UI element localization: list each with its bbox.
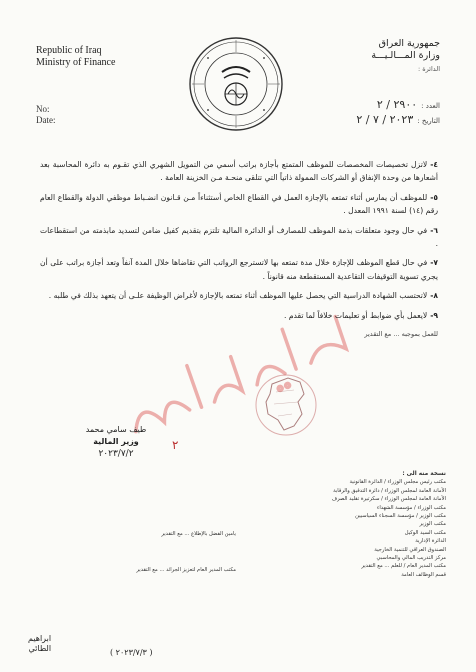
clause-7: ٧-في حال قطع الموظف للإجازة خلال مدة تمتعه بها لاتسترجع الرواتب التي تقاضاها خلال المدة آنفاً وتعد أجازة براتب على أن يجري تسوية التوقيفات التقاعدية المستقطعة منه قانوناً .: [40, 258, 438, 281]
country-name-en: Republic of Iraq: [36, 45, 102, 56]
ministry-name-ar: وزارة المـــالـيـــة: [371, 50, 440, 61]
number-label-en: No:: [36, 104, 50, 114]
number-label-ar: العدد :: [421, 102, 440, 110]
distribution-item: مركز التدريب المالي والمحاسبي: [376, 555, 446, 562]
minister-title: وزير المالية: [93, 437, 139, 446]
reference-block-en: [36, 104, 56, 126]
distribution-heading: نسخة منه الى :: [402, 471, 446, 477]
department-label: الدائرة :: [417, 65, 440, 73]
distribution-item: الصندوق العراقي للتنمية الخارجية: [374, 546, 446, 553]
letterhead-arabic: [371, 38, 440, 75]
distribution-item: مكتب المدير العام / للعلم ... مع التقدير: [361, 563, 446, 570]
preparer-name: [28, 634, 51, 654]
clause-6: ٦-في حال وجود متعلقات بذمة الموظف للمصارف أو الدائرة المالية تلتزم بتقديم كفيل ضامن لتسديد مابذمته من استقطاعات .: [40, 225, 438, 249]
distribution-item: مكتب الوزير: [419, 521, 446, 528]
side-note: مكتب المدير العام لتعزيز الجرائد ... مع التقدير: [136, 567, 236, 573]
preparer-first-name: ابراهيم: [28, 634, 52, 643]
distribution-item: مكتب رئيس مجلس الوزراء / الدائرة القانونية: [349, 479, 446, 486]
date-label-ar: التاريخ :: [417, 117, 440, 125]
distribution-item: مكتب الوزراء / مؤسسة الشهداء: [376, 504, 446, 511]
document-date: ٢٠٢٣ / ٧ / ٢: [356, 113, 414, 126]
ministry-name-en: Ministry of Finance: [36, 57, 116, 68]
signature-flourish: ٢: [172, 438, 179, 452]
reference-block-ar: [356, 98, 440, 128]
distribution-item: مكتب السيد الوكيل: [404, 529, 446, 536]
distribution-item: مكتب الوزير / مؤسسة السجناء السياسيين: [355, 513, 446, 520]
closing-note: للعمل بموجبه ... مع التقدير: [364, 330, 438, 339]
signature-date: ٢٠٢٣/٧/٢: [98, 449, 134, 459]
ministry-seal-icon: [188, 36, 284, 132]
document-number: ٢٩٠٠ / ٢: [376, 98, 418, 111]
clause-9: ٩-لايعمل بأي ضوابط أو تعليمات خلافاً لما تقدم .: [284, 310, 438, 320]
preparer-last-name: الطائي: [28, 644, 52, 653]
country-name-ar: جمهورية العراق: [378, 38, 440, 49]
minister-name: طيف سامي محمد: [85, 425, 147, 434]
distribution-side-notes: [96, 516, 236, 588]
letterhead-english: [36, 45, 115, 69]
clause-4: ٤-لاتزل تخصيصات المخصصات للموظف المتمتع بأجازة براتب أسمي من التمويل الشهري الذي تقـوم به دائرة المحاسبة بعد أشعارها من وحدة الإنفاق أو الشركات الممولة ذاتياً التي تتلقى منحـة مـن الخزينة العامة .: [40, 160, 438, 183]
date-label-en: Date:: [36, 115, 56, 125]
iraq-map-stamp-icon: [254, 368, 318, 442]
distribution-item: قسم الوظائف العامة: [401, 571, 446, 578]
distribution-item: الأمانة العامة لمجلس الوزراء / سكرتيرة تقليد الصرف: [331, 496, 446, 503]
letter-body: [40, 158, 438, 341]
distribution-item: الدائرة الإدارية: [415, 538, 446, 545]
clause-5: ٥-للموظف أن يمارس أثناء تمتعه بالإجازة العمل في القطاع الخاص أستثناءاً مـن قـانون انضـباط موظفي الدولة والقطاع العام رقم (١٤) لسنة ١٩٩١ المعدل .: [40, 192, 438, 216]
minister-signature-block: [70, 424, 162, 460]
side-note: يامين الفضل بالإطلاع ... مع التقدير: [161, 531, 236, 537]
footer-date: ( ٢٠٢٣/٧/٣ ): [110, 648, 153, 657]
distribution-item: الأمانة العامة لمجلس الوزراء / دائرة التدقيق والرقابة: [333, 487, 446, 494]
clause-8: ٨-لاتحتسب الشهادة الدراسية التي يحصل عليها الموظف أثناء تمتعه بالإجازة لأغراض الوظيفة علـى أن يتعهد بذلك في طلبه .: [48, 291, 438, 301]
